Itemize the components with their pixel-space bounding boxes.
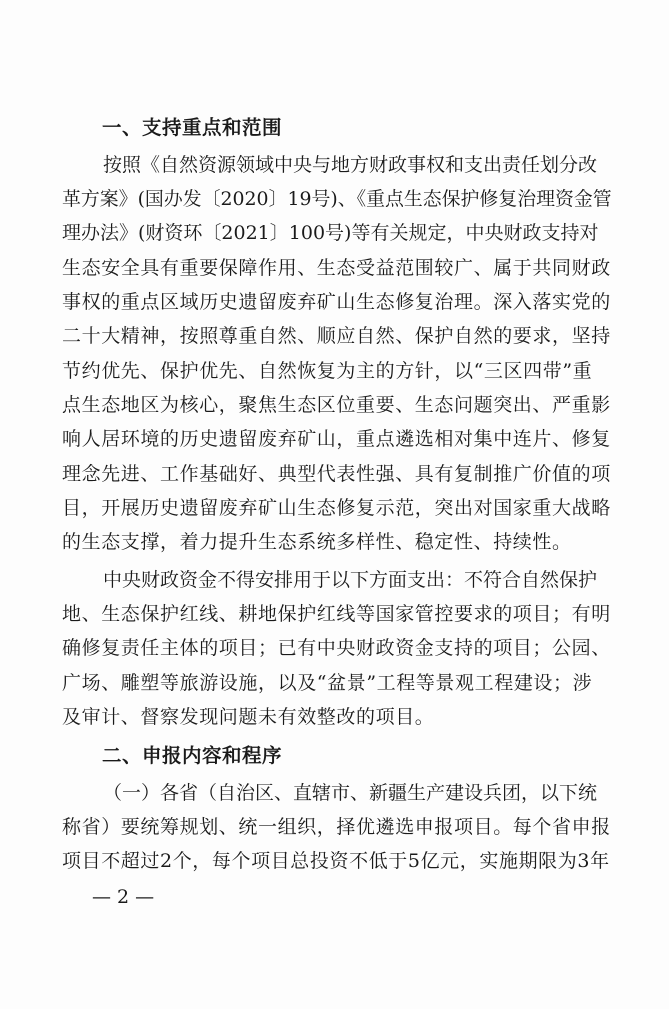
text-line: 点生态地区为核心，聚焦生态区位重要、生态问题突出、严重影 <box>62 394 611 416</box>
text-line: 革方案》(国办发〔2020〕19号)、《重点生态保护修复治理资金管 <box>62 188 612 210</box>
text-line: 响人居环境的历史遗留废弃矿山，重点遴选相对集中连片、修复 <box>62 428 611 450</box>
text-line: 地、生态保护红线、耕地保护红线等国家管控要求的项目；有明 <box>62 603 611 625</box>
section-heading-2: 二、申报内容和程序 <box>102 744 283 767</box>
text-line: 广场、雕塑等旅游设施，以及“盆景”工程等景观工程建设；涉 <box>62 672 593 694</box>
text-line: 理办法》(财资环〔2021〕100号)等有关规定，中央财政支持对 <box>62 222 599 244</box>
text-line: 节约优先、保护优先、自然恢复为主的方针，以“三区四带”重 <box>62 360 593 382</box>
text-line: 的生态支撑，着力提升生态系统多样性、稳定性、持续性。 <box>62 531 572 553</box>
text-line: 按照《自然资源领域中央与地方财政事权和支出责任划分改 <box>103 154 598 176</box>
text-line: 及审计、督察发现问题未有效整改的项目。 <box>62 706 435 728</box>
text-line: 称省）要统筹规划、统一组织，择优遴选申报项目。每个省申报 <box>62 816 611 838</box>
text-line: 中央财政资金不得安排用于以下方面支出：不符合自然保护 <box>103 569 598 591</box>
text-line: 理念先进、工作基础好、典型代表性强、具有复制推广价值的项 <box>62 463 611 485</box>
text-line: 二十大精神，按照尊重自然、顺应自然、保护自然的要求，坚持 <box>62 325 611 347</box>
text-line: 事权的重点区域历史遗留废弃矿山生态修复治理。深入落实党的 <box>62 291 611 313</box>
section-heading-1: 一、支持重点和范围 <box>102 116 283 139</box>
text-line: 项目不超过2个，每个项目总投资不低于5亿元，实施期限为3年 <box>62 850 610 872</box>
text-line: 生态安全具有重要保障作用、生态受益范围较广、属于共同财政 <box>62 257 611 279</box>
page-number: — 2 — <box>92 886 155 908</box>
text-line: 确修复责任主体的项目；已有中央财政资金支持的项目；公园、 <box>62 637 611 659</box>
text-line: （一）各省（自治区、直辖市、新疆生产建设兵团，以下统 <box>103 782 598 804</box>
text-line: 目，开展历史遗留废弃矿山生态修复示范，突出对国家重大战略 <box>62 497 611 519</box>
